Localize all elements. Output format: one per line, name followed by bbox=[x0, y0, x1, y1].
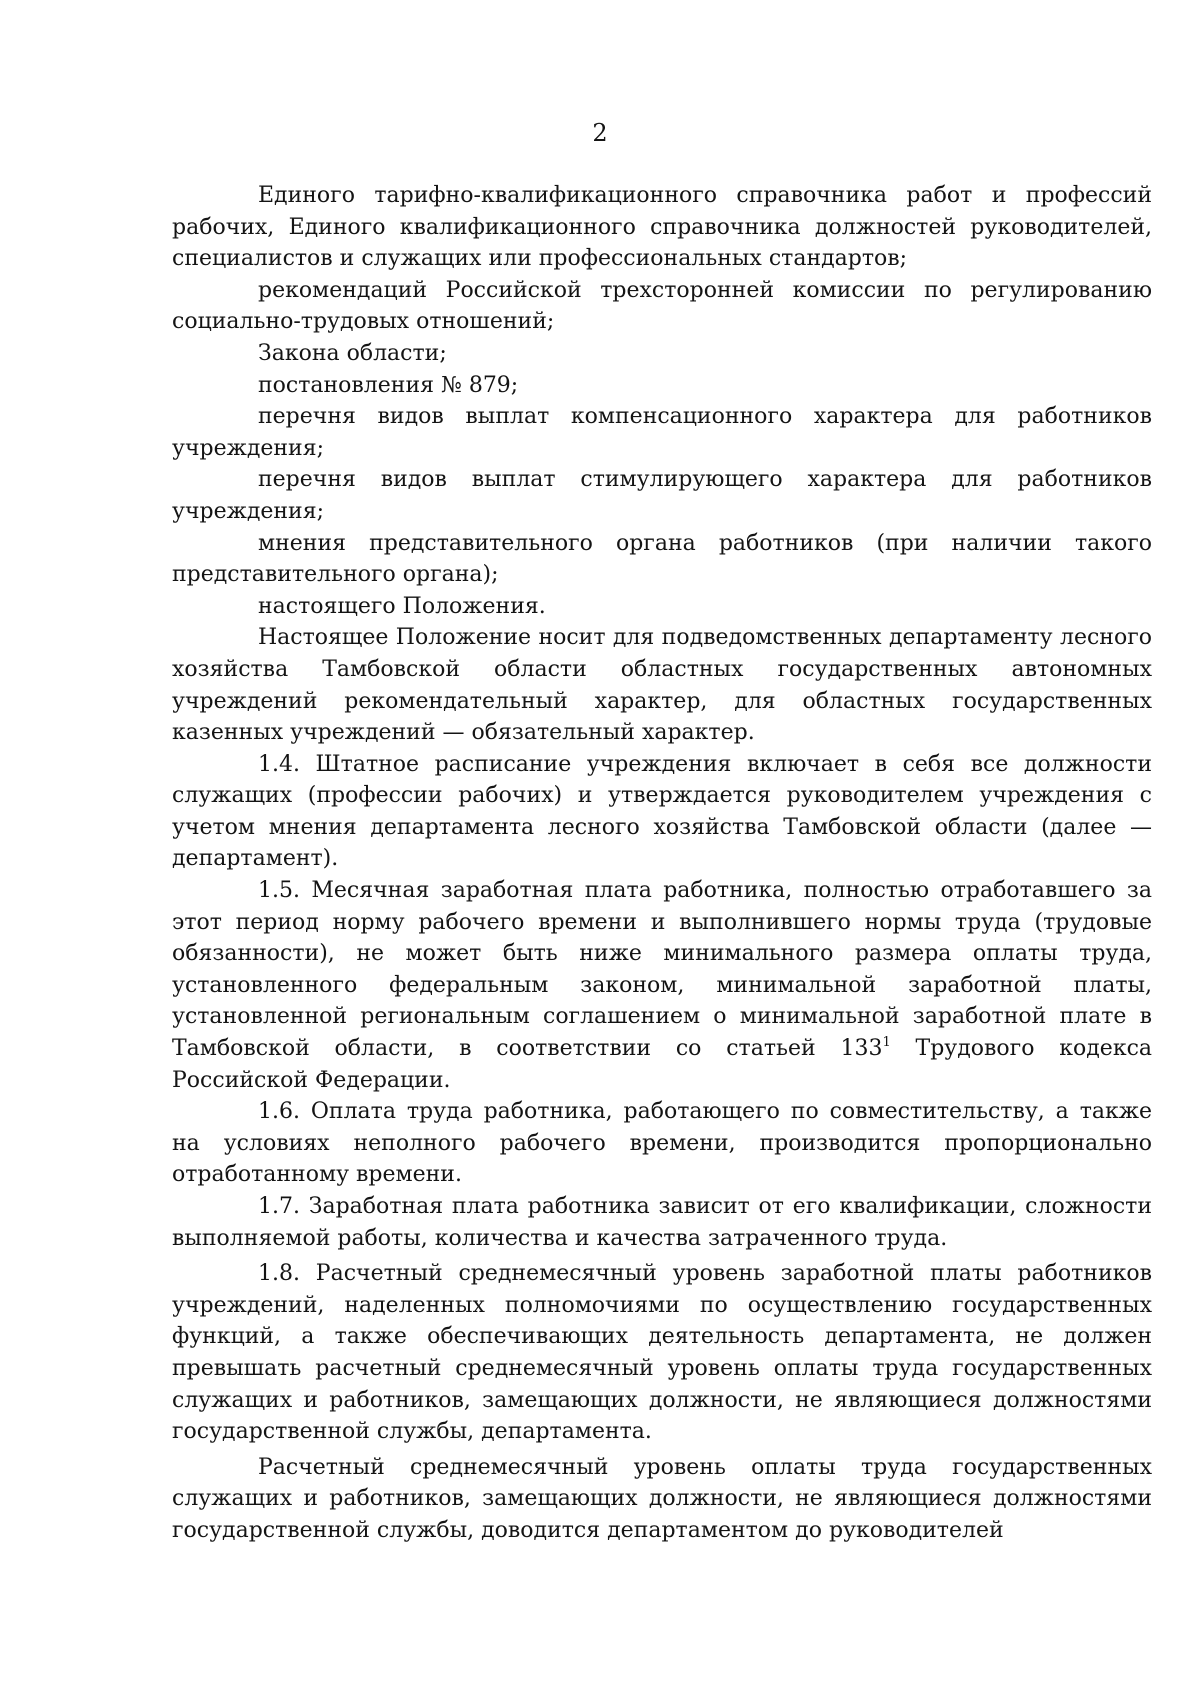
article-superscript: 1 bbox=[882, 1035, 891, 1051]
paragraph-1-8: 1.8. Расчетный среднемесячный уровень заработной платы работников учреждений, наделенных полномочиями по осуществлению государственных функций, а также обеспечивающих деятельность департамента, не должен превышать расчетный среднемесячный уровень оплаты труда государственных служащих и работников, замещающих должности, не являющиеся должностями государственной службы, департамента. bbox=[172, 1261, 1152, 1445]
paragraph-reference-resolution: постановления № 879; bbox=[258, 372, 519, 398]
paragraph-regulation-status: Настоящее Положение носит для подведомственных департаменту лесного хозяйства Тамбовской области областных государственных автономных учреждений рекомендательный характер, для областных государственных казенных учреждений — обязательный характер. bbox=[172, 625, 1152, 746]
paragraph-reference-incentive-list: перечня видов выплат стимулирующего характера для работников учреждения; bbox=[172, 467, 1152, 524]
page-number: 2 bbox=[592, 119, 608, 147]
document-body bbox=[172, 180, 1152, 1547]
paragraph-1-7: 1.7. Заработная плата работника зависит от его квалификации, сложности выполняемой работы, количества и качества затраченного труда. bbox=[172, 1194, 1152, 1251]
paragraph-1-5-text: 1.5. Месячная заработная плата работника, полностью отработавшего за этот период норму рабочего времени и выполнившего нормы труда (трудовые обязанности), не может быть ниже минимального размера оплаты труда, установленного федеральным законом, минимальной заработной платы, установленной региональным соглашением о минимальной заработной плате в Тамбовской области, в соответствии со статьей 133 bbox=[172, 878, 1152, 1062]
paragraph-1-5-text-end: Трудового кодекса Российской Федерации. bbox=[172, 1036, 1152, 1093]
paragraph-1-4: 1.4. Штатное расписание учреждения включает в себя все должности служащих (профессии рабочих) и утверждается руководителем учреждения с учетом мнения департамента лесного хозяйства Тамбовской области (далее — департамент). bbox=[172, 751, 1152, 872]
paragraph-reference-representative-body: мнения представительного органа работников (при наличии такого представительного органа); bbox=[172, 530, 1152, 588]
paragraph-average-salary-level: Расчетный среднемесячный уровень оплаты труда государственных служащих и работников, замещающих должности, не являющиеся должностями государственной службы, доводится департаментом до руководителей bbox=[172, 1454, 1152, 1543]
paragraph-reference-commission: рекомендаций Российской трехсторонней комиссии по регулированию социально-трудовых отношений; bbox=[172, 277, 1152, 335]
paragraph-reference-regulation: настоящего Положения. bbox=[258, 593, 546, 619]
paragraph-reference-compensation-list: перечня видов выплат компенсационного характера для работников учреждения; bbox=[172, 404, 1152, 461]
paragraph-reference-etks: Единого тарифно-квалификационного справочника работ и профессий рабочих, Единого квалификационного справочника должностей руководителей, специалистов и служащих или профессиональных стандартов; bbox=[172, 183, 1152, 272]
paragraph-1-6: 1.6. Оплата труда работника, работающего по совместительству, а также на условиях неполного рабочего времени, производится пропорционально отработанному времени. bbox=[172, 1099, 1152, 1188]
paragraph-1-5 bbox=[172, 875, 1152, 1096]
paragraph-reference-law: Закона области; bbox=[258, 340, 447, 366]
